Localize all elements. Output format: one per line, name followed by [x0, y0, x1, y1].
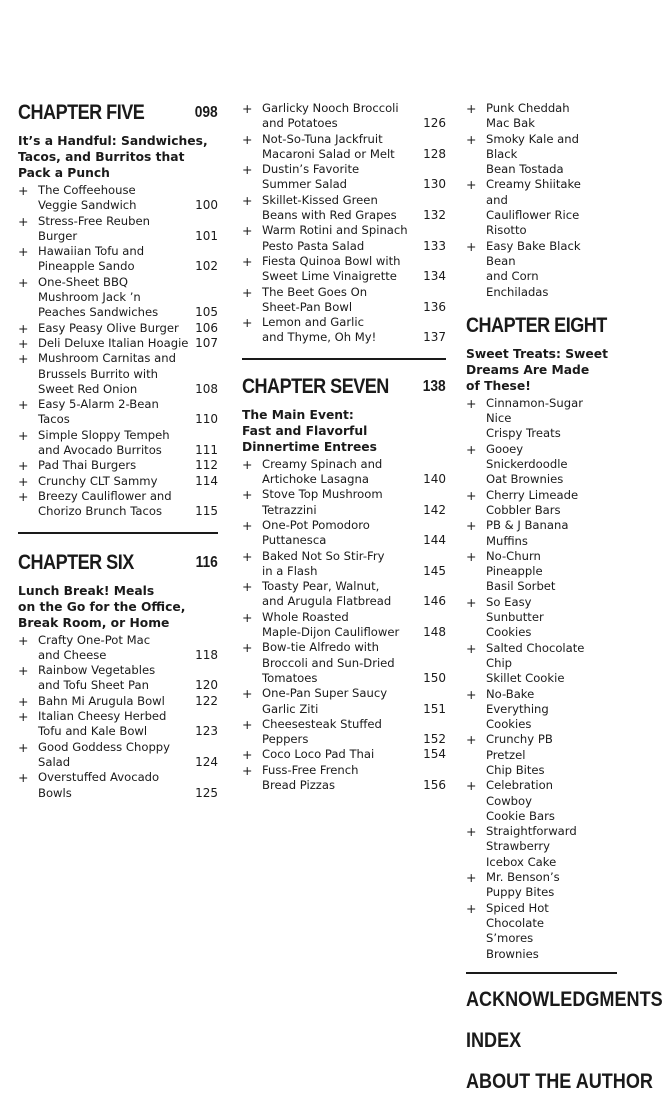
recipe-entry [18, 183, 218, 214]
chapter-page-number: 098 [195, 104, 218, 121]
recipe-name: Stove Top Mushroom Tetrazzini [262, 487, 383, 517]
plus-icon: + [18, 709, 29, 725]
recipe-entry [242, 549, 446, 580]
recipe-page-number: 118 [195, 647, 218, 662]
plus-icon: + [18, 213, 29, 229]
recipe-entry [466, 778, 617, 824]
recipe-entry [466, 901, 617, 962]
recipe-entry [466, 518, 617, 549]
recipe-page-number: 114 [195, 473, 218, 488]
recipe-entry [242, 457, 446, 488]
recipe-page-number: 110 [195, 412, 218, 427]
recipe-name: Mr. Benson’s Puppy Bites [486, 870, 560, 900]
recipe-page-number: 152 [423, 732, 446, 747]
toc-column-2 [242, 101, 446, 793]
recipe-name: Bahn Mi Arugula Bowl [38, 693, 165, 708]
plus-icon: + [242, 101, 253, 116]
recipe-page-number: 140 [423, 472, 446, 487]
recipe-name: Crunchy PB Pretzel Chip Bites [486, 732, 553, 777]
recipe-entry [18, 709, 218, 740]
plus-icon: + [466, 101, 477, 116]
recipe-name: Good Goddess Choppy Salad [38, 739, 171, 769]
recipe-page-number: 124 [195, 754, 218, 769]
recipe-entry [18, 489, 218, 520]
recipe-name: Easy 5-Alarm 2-Bean Tacos [38, 397, 159, 427]
recipe-entry [466, 687, 617, 733]
recipe-list [242, 101, 446, 346]
section-divider [242, 358, 446, 360]
recipe-name: Fuss-Free French Bread Pizzas [262, 762, 359, 792]
recipe-entry [466, 641, 617, 687]
plus-icon: + [242, 131, 253, 147]
recipe-page-number: 125 [195, 785, 218, 800]
chapter-heading [466, 314, 617, 341]
recipe-page-number: 115 [195, 504, 218, 519]
recipe-entry [242, 640, 446, 686]
recipe-name: Italian Cheesy Herbed Tofu and Kale Bowl [38, 709, 167, 739]
recipe-page-number: 120 [195, 678, 218, 693]
recipe-page-number: 112 [195, 458, 218, 473]
recipe-entry [18, 458, 218, 473]
chapter-heading [18, 551, 218, 578]
recipe-name: Salted Chocolate Chip Skillet Cookie [486, 640, 585, 686]
plus-icon: + [466, 518, 477, 534]
recipe-name: Hawaiian Tofu and Pineapple Sando [38, 244, 145, 274]
recipe-page-number: 137 [423, 330, 446, 345]
acknowledgments-heading[interactable]: ACKNOWLEDGMENTS [466, 987, 663, 1011]
recipe-entry [18, 663, 218, 694]
plus-icon: + [242, 223, 253, 239]
plus-icon: + [242, 579, 253, 595]
recipe-page-number: 151 [423, 701, 446, 716]
back-matter [466, 987, 663, 1094]
plus-icon: + [242, 716, 253, 732]
plus-icon: + [242, 686, 253, 702]
recipe-entry [466, 101, 617, 132]
recipe-entry [242, 162, 446, 193]
recipe-page-number: 154 [423, 747, 446, 762]
recipe-page-number: 111 [195, 443, 218, 458]
recipe-entry [18, 397, 218, 428]
chapter-page-number: 138 [423, 377, 446, 395]
toc-column-1 [18, 101, 218, 801]
plus-icon: + [242, 456, 253, 472]
recipe-entry [466, 132, 617, 178]
recipe-name: Dustin’s Favorite Summer Salad [262, 162, 360, 192]
recipe-name: Pad Thai Burgers [38, 458, 137, 473]
recipe-entry [466, 870, 617, 901]
recipe-list [242, 457, 446, 794]
recipe-page-number: 150 [423, 670, 446, 685]
recipe-name: Warm Rotini and Spinach Pesto Pasta Salad [262, 223, 408, 253]
recipe-name: One-Sheet BBQ Mushroom Jack ’n Peaches Sandwiches [38, 274, 159, 320]
recipe-entry [18, 474, 218, 489]
recipe-entry [18, 740, 218, 771]
chapter-subtitle: Sweet Treats: Sweet Dreams Are Made of These! [466, 346, 608, 393]
plus-icon: + [242, 253, 253, 269]
recipe-page-number: 128 [423, 146, 446, 161]
plus-icon: + [18, 473, 29, 489]
chapter-subtitle: It’s a Handful: Sandwiches, Tacos, and Burritos that Pack a Punch [18, 134, 208, 180]
plus-icon: + [242, 517, 253, 533]
plus-icon: + [242, 609, 253, 625]
recipe-page-number: 145 [423, 563, 446, 578]
recipe-entry [242, 193, 446, 224]
recipe-entry [242, 223, 446, 254]
recipe-entry [18, 214, 218, 245]
recipe-entry [466, 239, 617, 300]
plus-icon: + [466, 487, 477, 503]
recipe-name: Bow-tie Alfredo with Broccoli and Sun-Dried Tomatoes [262, 640, 395, 685]
recipe-name: Easy Peasy Olive Burger [38, 320, 179, 335]
chapter-title: CHAPTER SEVEN [242, 374, 389, 398]
plus-icon: + [18, 320, 29, 336]
recipe-name: Crafty One-Pot Mac and Cheese [38, 632, 151, 662]
recipe-name: Stress-Free Reuben Burger [38, 213, 150, 243]
recipe-entry [242, 285, 446, 316]
recipe-name: No-Churn Pineapple Basil Sorbet [486, 548, 556, 594]
recipe-page-number: 142 [423, 502, 446, 517]
plus-icon: + [242, 762, 253, 778]
recipe-page-number: 107 [195, 335, 218, 350]
recipe-page-number: 156 [423, 777, 446, 792]
chapter-heading [242, 375, 446, 402]
recipe-entry [466, 824, 617, 870]
plus-icon: + [242, 192, 253, 208]
index-heading[interactable]: INDEX [466, 1028, 522, 1052]
recipe-name: Cheesesteak Stuffed Peppers [262, 716, 382, 747]
recipe-entry [466, 177, 617, 238]
recipe-entry [18, 351, 218, 397]
plus-icon: + [466, 900, 477, 916]
plus-icon: + [18, 244, 29, 260]
recipe-name: Celebration Cowboy Cookie Bars [486, 778, 555, 823]
plus-icon: + [466, 824, 477, 840]
recipe-list [466, 396, 617, 962]
plus-icon: + [18, 397, 29, 413]
recipe-page-number: 134 [423, 269, 446, 284]
plus-icon: + [242, 284, 253, 300]
recipe-name: PB & J Banana Muffins [486, 518, 569, 548]
recipe-name: Deli Deluxe Italian Hoagie [38, 335, 189, 350]
recipe-entry [466, 549, 617, 595]
plus-icon: + [242, 640, 253, 656]
recipe-entry [242, 254, 446, 285]
recipe-page-number: 130 [423, 177, 446, 192]
recipe-entry [242, 717, 446, 748]
recipe-page-number: 105 [195, 305, 218, 320]
recipe-list [18, 633, 218, 801]
recipe-name: Gooey Snickerdoodle Oat Brownies [486, 441, 568, 487]
plus-icon: + [18, 770, 29, 786]
recipe-page-number: 126 [423, 116, 446, 131]
recipe-page-number: 122 [195, 693, 218, 708]
recipe-page-number: 132 [423, 208, 446, 223]
chapter-heading [18, 101, 218, 128]
recipe-entry [18, 633, 218, 664]
plus-icon: + [466, 238, 477, 254]
plus-icon: + [18, 335, 29, 351]
plus-icon: + [242, 162, 253, 178]
recipe-entry [18, 428, 218, 459]
recipe-page-number: 101 [195, 228, 218, 243]
recipe-page-number: 108 [195, 381, 218, 396]
recipe-name: Toasty Pear, Walnut, and Arugula Flatbread [262, 579, 392, 609]
recipe-entry [242, 579, 446, 610]
recipe-name: Spiced Hot Chocolate S’mores Brownies [486, 900, 549, 961]
recipe-entry [242, 747, 446, 762]
plus-icon: + [466, 395, 477, 411]
recipe-name: Overstuffed Avocado Bowls [38, 770, 160, 800]
recipe-page-number: 102 [195, 259, 218, 274]
section-divider [466, 972, 617, 974]
recipe-name: One-Pot Pomodoro Puttanesca [262, 517, 370, 548]
recipe-entry [466, 488, 617, 519]
plus-icon: + [466, 640, 477, 656]
plus-icon: + [18, 739, 29, 755]
recipe-name: Smoky Kale and Black Bean Tostada [486, 131, 579, 177]
plus-icon: + [466, 870, 477, 886]
recipe-name: The Coffeehouse Veggie Sandwich [38, 183, 137, 213]
plus-icon: + [18, 632, 29, 648]
recipe-entry [18, 336, 218, 351]
plus-icon: + [466, 131, 477, 147]
recipe-name: Not-So-Tuna Jackfruit Macaroni Salad or Melt [262, 131, 395, 161]
recipe-entry [242, 763, 446, 794]
recipe-name: Creamy Spinach and Artichoke Lasagna [262, 456, 383, 487]
recipe-name: The Beet Goes On Sheet-Pan Bowl [262, 284, 368, 314]
recipe-name: Lemon and Garlic and Thyme, Oh My! [262, 315, 377, 345]
recipe-name: Punk Cheddah Mac Bak [486, 101, 570, 131]
recipe-entry [18, 770, 218, 801]
chapter-subtitle: Lunch Break! Meals on the Go for the Office, Break Room, or Home [18, 583, 186, 630]
recipe-name: Cinnamon-Sugar Nice Crispy Treats [486, 395, 583, 441]
recipe-name: Crunchy CLT Sammy [38, 473, 158, 488]
recipe-list [466, 101, 617, 300]
recipe-page-number: 136 [423, 299, 446, 314]
recipe-name: Skillet-Kissed Green Beans with Red Grapes [262, 192, 397, 223]
recipe-name: Simple Sloppy Tempeh and Avocado Burritos [38, 427, 170, 458]
recipe-entry [242, 487, 446, 518]
recipe-entry [242, 315, 446, 346]
recipe-entry [242, 686, 446, 717]
plus-icon: + [18, 663, 29, 679]
chapter-title: CHAPTER EIGHT [466, 313, 607, 337]
plus-icon: + [466, 594, 477, 610]
recipe-name: Fiesta Quinoa Bowl with Sweet Lime Vinaigrette [262, 253, 401, 284]
recipe-name: Creamy Shiitake and Cauliflower Rice Risotto [486, 177, 581, 238]
toc-column-3 [466, 101, 663, 1094]
plus-icon: + [466, 177, 477, 193]
plus-icon: + [242, 487, 253, 503]
chapter-page-number: 116 [195, 553, 218, 571]
recipe-page-number: 148 [423, 625, 446, 640]
recipe-entry [466, 442, 617, 488]
recipe-entry [18, 244, 218, 275]
plus-icon: + [18, 274, 29, 290]
recipe-name: So Easy Sunbutter Cookies [486, 594, 544, 640]
plus-icon: + [18, 488, 29, 504]
recipe-entry [466, 595, 617, 641]
plus-icon: + [242, 548, 253, 564]
recipe-name: Mushroom Carnitas and Brussels Burrito with Sweet Red Onion [38, 351, 176, 396]
about-the-author-heading[interactable]: ABOUT THE AUTHOR [466, 1069, 653, 1093]
plus-icon: + [242, 315, 253, 331]
plus-icon: + [242, 747, 253, 763]
plus-icon: + [466, 686, 477, 702]
recipe-entry [242, 132, 446, 163]
recipe-name: Baked Not So Stir-Fry in a Flash [262, 548, 385, 578]
recipe-page-number: 100 [195, 198, 218, 213]
plus-icon: + [18, 351, 29, 367]
plus-icon: + [18, 693, 29, 709]
plus-icon: + [18, 427, 29, 443]
plus-icon: + [466, 441, 477, 457]
plus-icon: + [466, 778, 477, 794]
recipe-name: Coco Loco Pad Thai [262, 747, 375, 762]
plus-icon: + [18, 458, 29, 474]
recipe-name: No-Bake Everything Cookies [486, 686, 549, 732]
chapter-subtitle: The Main Event: Fast and Flavorful Dinnertime Entrees [242, 407, 377, 454]
recipe-name: Easy Bake Black Bean and Corn Enchiladas [486, 238, 581, 299]
recipe-page-number: 144 [423, 533, 446, 548]
plus-icon: + [466, 548, 477, 564]
recipe-entry [242, 518, 446, 549]
section-divider [18, 532, 218, 534]
recipe-name: Cherry Limeade Cobbler Bars [486, 487, 579, 517]
recipe-entry [18, 694, 218, 709]
chapter-title: CHAPTER SIX [18, 550, 134, 574]
recipe-entry [18, 321, 218, 336]
recipe-entry [466, 396, 617, 442]
recipe-page-number: 146 [423, 594, 446, 609]
recipe-entry [466, 732, 617, 778]
recipe-name: Breezy Cauliflower and Chorizo Brunch Tacos [38, 488, 172, 519]
chapter-title: CHAPTER FIVE [18, 101, 145, 124]
plus-icon: + [18, 183, 29, 198]
recipe-entry [18, 275, 218, 321]
recipe-name: Whole Roasted Maple-Dijon Cauliflower [262, 609, 400, 640]
plus-icon: + [466, 732, 477, 748]
recipe-page-number: 133 [423, 238, 446, 253]
recipe-entry [242, 101, 446, 132]
recipe-page-number: 123 [195, 724, 218, 739]
recipe-name: Garlicky Nooch Broccoli and Potatoes [262, 101, 399, 131]
recipe-list [18, 183, 218, 520]
recipe-name: Rainbow Vegetables and Tofu Sheet Pan [38, 663, 156, 693]
recipe-page-number: 106 [195, 320, 218, 335]
recipe-entry [242, 610, 446, 641]
recipe-name: One-Pan Super Saucy Garlic Ziti [262, 686, 388, 716]
recipe-name: Straightforward Strawberry Icebox Cake [486, 824, 577, 869]
